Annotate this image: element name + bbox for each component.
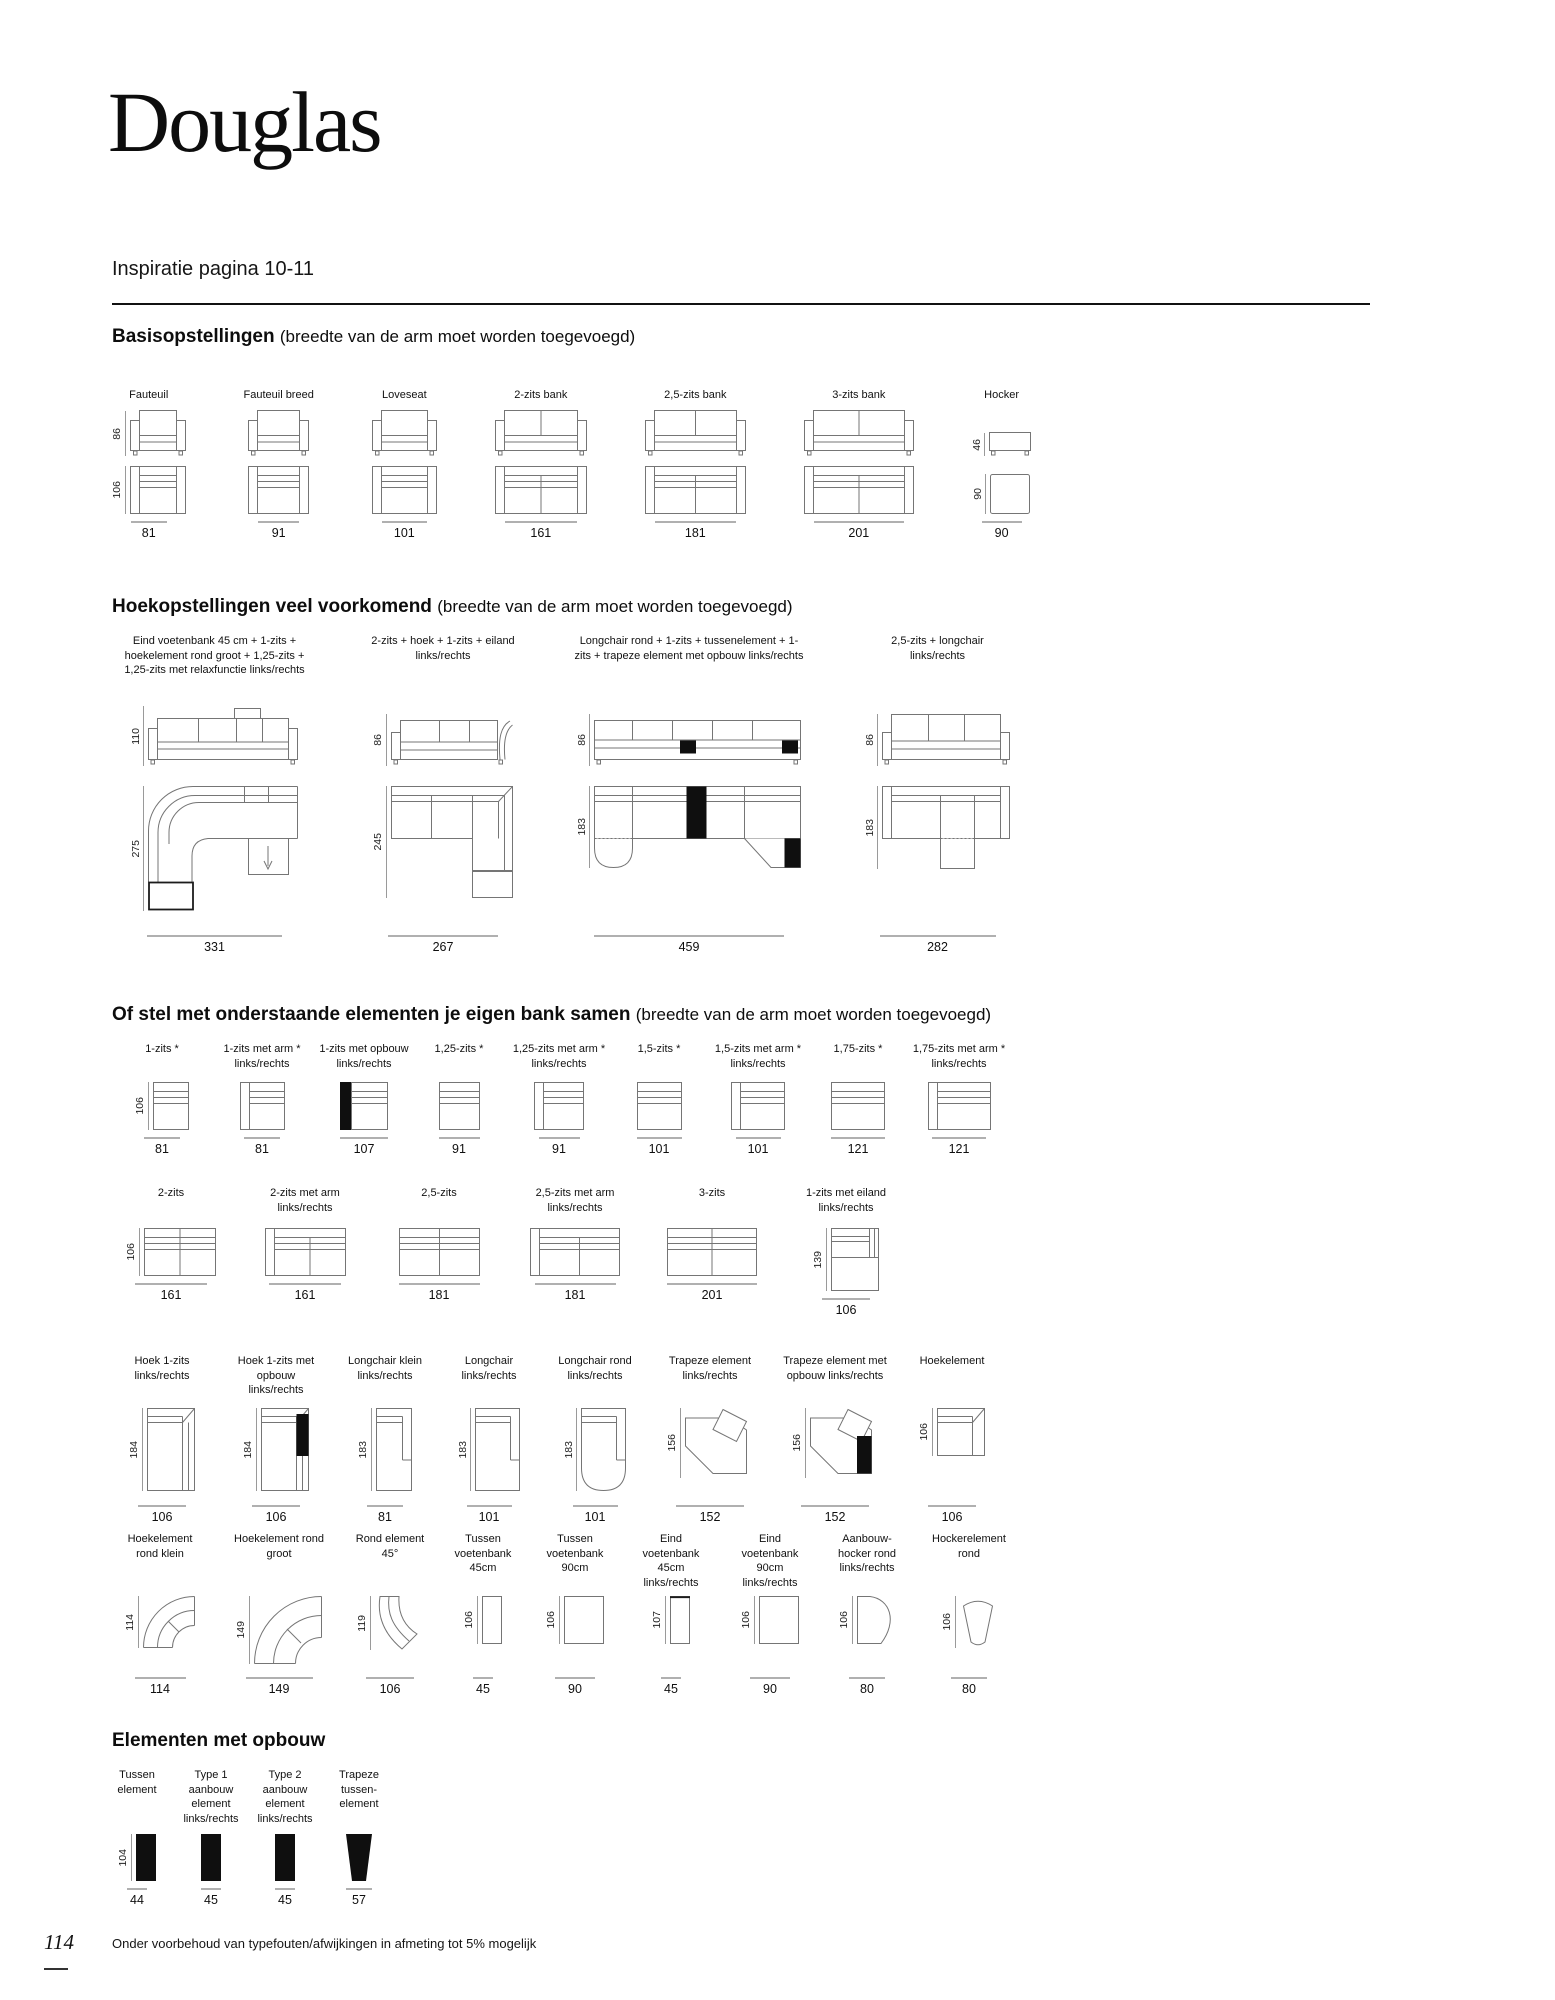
diagram-15zits [637, 1082, 682, 1130]
diagram-hoekelement-rond-groot [254, 1596, 322, 1664]
width-dim: 161 [269, 1283, 341, 1302]
width-dim: 459 [594, 935, 784, 954]
width-dim: 121 [932, 1137, 986, 1156]
element-trapeze-opbouw: Trapeze element met opbouw links/rechts 156 152 [783, 1355, 887, 1524]
diagram-25zits-front [645, 410, 746, 456]
width-dim: 45 [473, 1677, 493, 1696]
hoek-config-3: Longchair rond + 1-zits + tussenelement + 1-zits + trapeze element met opbouw links/rechts 86 183 459 [574, 635, 804, 954]
page-title: Douglas [108, 74, 381, 170]
width-dim: 101 [382, 521, 427, 540]
width-dim: 80 [951, 1677, 987, 1696]
diagram-hoekelement-rond-klein [143, 1596, 195, 1648]
element-longchair: Longchair links/rechts 183 101 [442, 1354, 536, 1524]
section-title-basis: Basisopstellingen (breedte van de arm moet worden toegevoegd) [112, 326, 636, 347]
width-dim: 101 [467, 1505, 512, 1524]
width-dim: 106 [138, 1505, 186, 1524]
inspiration-page-ref: Inspiratie pagina 10-11 [112, 258, 314, 280]
diagram-25zits-el [399, 1228, 480, 1276]
width-dim: 45 [201, 1888, 221, 1907]
element-eind-voetenbank-45: Eind voetenbank 45cm links/rechts 107 45 [642, 1533, 700, 1696]
diagram-hockerelement-rond [960, 1596, 996, 1648]
width-dim: 107 [340, 1137, 388, 1156]
width-dim: 282 [880, 935, 996, 954]
section-title-opbouw: Elementen met opbouw [112, 1730, 326, 1751]
diagram-25zits-top [645, 466, 746, 514]
element-hoekelement-rond-klein: Hoekelement rond klein 114 114 [112, 1532, 208, 1696]
diagram-opbouw-trapeze [346, 1834, 372, 1881]
diagram-opbouw-type1 [201, 1834, 221, 1881]
width-dim: 81 [144, 1137, 180, 1156]
diagram-3zits-top [804, 466, 914, 514]
page-number: 114 [44, 1930, 74, 1954]
basis-item-25zits: 2,5-zits bank 181 [645, 388, 746, 540]
section-note-hoek: (breedte van de arm moet worden toegevoegd) [437, 597, 793, 616]
diagram-3zits-front [804, 410, 914, 456]
width-dim: 331 [147, 935, 282, 954]
basis-item-2zits: 2-zits bank 161 [495, 388, 587, 540]
element-tussen-voetenbank-45: Tussen voetenbank 45cm 106 45 [454, 1533, 512, 1696]
width-dim: 106 [928, 1505, 976, 1524]
width-dim: 90 [555, 1677, 595, 1696]
diagram-opbouw-type2 [275, 1834, 295, 1881]
diagram-2zits-el [144, 1228, 216, 1276]
diagram-loveseat-top [372, 466, 437, 514]
diagram-125zits-arm [534, 1082, 584, 1130]
width-dim: 106 [822, 1298, 870, 1317]
diagram-25zits-arm-el [530, 1228, 620, 1276]
width-dim: 57 [346, 1888, 372, 1907]
width-dim: 201 [667, 1283, 757, 1302]
diagram-hocker-front [989, 432, 1031, 456]
width-dim: 181 [535, 1283, 616, 1302]
width-dim: 114 [135, 1677, 186, 1696]
section-note-custom: (breedte van de arm moet worden toegevoegd) [635, 1005, 992, 1024]
hoek-config-4: 2,5-zits + longchair links/rechts 86 183 282 [855, 634, 1020, 954]
element-25zits-arm: 2,5-zits met arm links/rechts 181 [512, 1186, 638, 1302]
element-longchair-rond: Longchair rond links/rechts 183 101 [558, 1355, 632, 1524]
element-1zits-opbouw: 1-zits met opbouw links/rechts 107 [319, 1043, 409, 1156]
diagram-tussen-voetenbank-90 [564, 1596, 604, 1644]
width-dim: 101 [736, 1137, 781, 1156]
width-dim: 152 [801, 1505, 869, 1524]
opbouw-tussen-element: Tussen element 104 44 [117, 1769, 157, 1907]
diagram-1zits-arm [240, 1082, 285, 1130]
basis-item-3zits: 3-zits bank 201 [804, 388, 914, 540]
opbouw-trapeze-tussen: Trapeze tussen- element 57 [339, 1769, 379, 1907]
element-trapeze: Trapeze element links/rechts 156 152 [666, 1355, 752, 1524]
element-175zits: 1,75-zits * 121 [814, 1042, 902, 1156]
diagram-175zits [831, 1082, 885, 1130]
diagram-opbouw-tussen [136, 1834, 156, 1881]
element-175zits-arm: 1,75-zits met arm * links/rechts 121 [912, 1043, 1006, 1156]
page-number-dash [44, 1968, 68, 1970]
diagram-hoek2-front [391, 714, 513, 766]
diagram-rond-45 [375, 1596, 423, 1650]
diagram-trapeze [685, 1408, 753, 1478]
diagram-fauteuil-top [130, 466, 186, 514]
diagram-fauteuil-breed-top [248, 466, 309, 514]
width-dim: 91 [258, 521, 299, 540]
diagram-hoek-1zits-opbouw [261, 1408, 309, 1491]
width-dim: 181 [399, 1283, 480, 1302]
element-hoekelement: Hoekelement 106 106 [918, 1355, 985, 1524]
width-dim: 90 [982, 521, 1022, 540]
diagram-hoek3-top [594, 786, 801, 868]
basis-item-loveseat: Loveseat 101 [372, 388, 437, 540]
element-rond-45: Rond element 45° 119 106 [355, 1533, 425, 1696]
width-dim: 201 [814, 521, 904, 540]
hoek-row [112, 634, 1020, 954]
width-dim: 45 [661, 1677, 681, 1696]
hoek-config-2: 2-zits + hoek + 1-zits + eiland links/rechts 86 245 267 [371, 635, 515, 954]
width-dim: 45 [275, 1888, 295, 1907]
width-dim: 91 [539, 1137, 580, 1156]
element-hoekelement-rond-groot: Hoekelement rond groot 149 149 [234, 1533, 324, 1696]
width-dim: 161 [505, 521, 577, 540]
diagram-aanbouw-hocker-rond [857, 1596, 895, 1644]
footer-note: Onder voorbehoud van typefouten/afwijkingen in afmeting tot 5% mogelijk [112, 1936, 537, 1951]
custom-row-3 [112, 1354, 1000, 1524]
custom-row-1 [112, 1042, 1016, 1156]
diagram-2zits-top [495, 466, 587, 514]
element-1zits-arm: 1-zits met arm * links/rechts 81 [223, 1043, 301, 1156]
element-2zits: 2-zits 106 161 [112, 1186, 230, 1302]
element-longchair-klein: Longchair klein links/rechts 183 81 [348, 1355, 422, 1524]
element-25zits: 2,5-zits 181 [380, 1186, 498, 1302]
hoek-config-1: Eind voetenbank 45 cm + 1-zits + hoekelement rond groot + 1,25-zits + 1,25-zits met relaxfunctie links/rechts 110 275 331 [124, 635, 305, 954]
element-aanbouw-hocker-rond: Aanbouw-hocker rond links/rechts 106 80 [837, 1533, 897, 1696]
opbouw-type1: Type 1 aanbouw element links/rechts 45 [183, 1769, 239, 1907]
diagram-hoek4-front [882, 714, 1010, 766]
element-eind-voetenbank-90: Eind voetenbank 90cm links/rechts 106 90 [740, 1533, 799, 1696]
opbouw-type2: Type 2 aanbouw element links/rechts 45 [257, 1769, 313, 1907]
diagram-fauteuil-front [130, 410, 186, 456]
element-1zits: 1-zits * 106 81 [112, 1042, 212, 1156]
diagram-loveseat-front [372, 410, 437, 456]
width-dim: 267 [388, 935, 498, 954]
element-hoek-1zits: Hoek 1-zits links/rechts 184 106 [112, 1354, 212, 1524]
diagram-hoek4-top [882, 786, 1010, 869]
element-15zits-arm: 1,5-zits met arm * links/rechts 101 [714, 1043, 802, 1156]
element-hoek-1zits-opbouw: Hoek 1-zits met opbouw links/rechts 184 106 [237, 1355, 315, 1524]
width-dim: 161 [135, 1283, 207, 1302]
basis-row [112, 388, 1031, 540]
width-dim: 101 [573, 1505, 618, 1524]
top-height-dim: 106 [111, 481, 123, 499]
diagram-tussen-voetenbank-45 [482, 1596, 502, 1644]
diagram-hoek1-front [148, 706, 298, 766]
width-dim: 81 [244, 1137, 280, 1156]
front-height-dim: 86 [111, 427, 123, 440]
custom-row-4 [112, 1532, 1016, 1696]
basis-item-hocker: Hocker 46 90 90 [972, 388, 1032, 540]
diagram-hoek-1zits [147, 1408, 195, 1491]
diagram-hocker-top [990, 474, 1030, 514]
front-height-dim: 46 [970, 438, 983, 451]
element-tussen-voetenbank-90: Tussen voetenbank 90cm 106 90 [545, 1533, 604, 1696]
diagram-hoek3-front [594, 714, 801, 766]
element-3zits: 3-zits 201 [652, 1186, 772, 1302]
width-dim: 91 [439, 1137, 480, 1156]
width-dim: 106 [366, 1677, 414, 1696]
opbouw-row [100, 1768, 396, 1907]
diagram-3zits-el [667, 1228, 757, 1276]
diagram-eind-voetenbank-90 [759, 1596, 799, 1644]
diagram-125zits [439, 1082, 480, 1130]
diagram-1zits-eiland [831, 1228, 879, 1291]
basis-item-fauteuil: Fauteuil 86 106 81 [112, 388, 186, 540]
width-dim: 80 [849, 1677, 885, 1696]
diagram-eind-voetenbank-45 [670, 1596, 690, 1644]
element-1zits-eiland: 1-zits met eiland links/rechts 139 106 [805, 1187, 887, 1317]
diagram-2zits-front [495, 410, 587, 456]
width-dim: 149 [246, 1677, 313, 1696]
diagram-175zits-arm [928, 1082, 991, 1130]
element-125zits-arm: 1,25-zits met arm * links/rechts 91 [512, 1043, 606, 1156]
diagram-1zits-opbouw [340, 1082, 388, 1130]
diagram-hoekelement [937, 1408, 985, 1456]
width-dim: 121 [831, 1137, 885, 1156]
width-dim: 181 [655, 521, 736, 540]
width-dim: 81 [131, 521, 167, 540]
diagram-longchair-rond [581, 1408, 626, 1491]
width-dim: 90 [750, 1677, 790, 1696]
diagram-trapeze-opbouw [810, 1408, 878, 1478]
element-2zits-arm: 2-zits met arm links/rechts 161 [244, 1186, 366, 1302]
diagram-15zits-arm [731, 1082, 785, 1130]
width-dim: 106 [252, 1505, 300, 1524]
width-dim: 152 [676, 1505, 744, 1524]
diagram-longchair-klein [376, 1408, 412, 1491]
diagram-1zits [153, 1082, 189, 1130]
basis-item-fauteuil-breed: Fauteuil breed 91 [243, 389, 314, 540]
section-title-hoek: Hoekopstellingen veel voorkomend (breedte van de arm moet worden toegevoegd) [112, 596, 793, 617]
section-title-custom: Of stel met onderstaande elementen je eigen bank samen (breedte van de arm moet worden toegevoegd) [112, 1004, 992, 1025]
width-dim: 81 [367, 1505, 403, 1524]
width-dim: 101 [637, 1137, 682, 1156]
header-divider [112, 303, 1370, 305]
element-15zits: 1,5-zits * 101 [637, 1043, 681, 1156]
custom-row-2 [112, 1186, 906, 1317]
element-hockerelement-rond: Hockerelement rond 106 80 [932, 1533, 1006, 1696]
diagram-2zits-arm-el [265, 1228, 346, 1276]
diagram-fauteuil-breed-front [248, 410, 309, 456]
width-dim: 44 [127, 1888, 147, 1907]
element-125zits: 1,25-zits * 91 [434, 1043, 484, 1156]
top-height-dim: 90 [971, 488, 984, 500]
section-note-basis: (breedte van de arm moet worden toegevoegd) [279, 327, 636, 346]
diagram-hoek2-top [391, 786, 513, 898]
diagram-longchair [475, 1408, 520, 1491]
diagram-hoek1-top [148, 786, 298, 911]
